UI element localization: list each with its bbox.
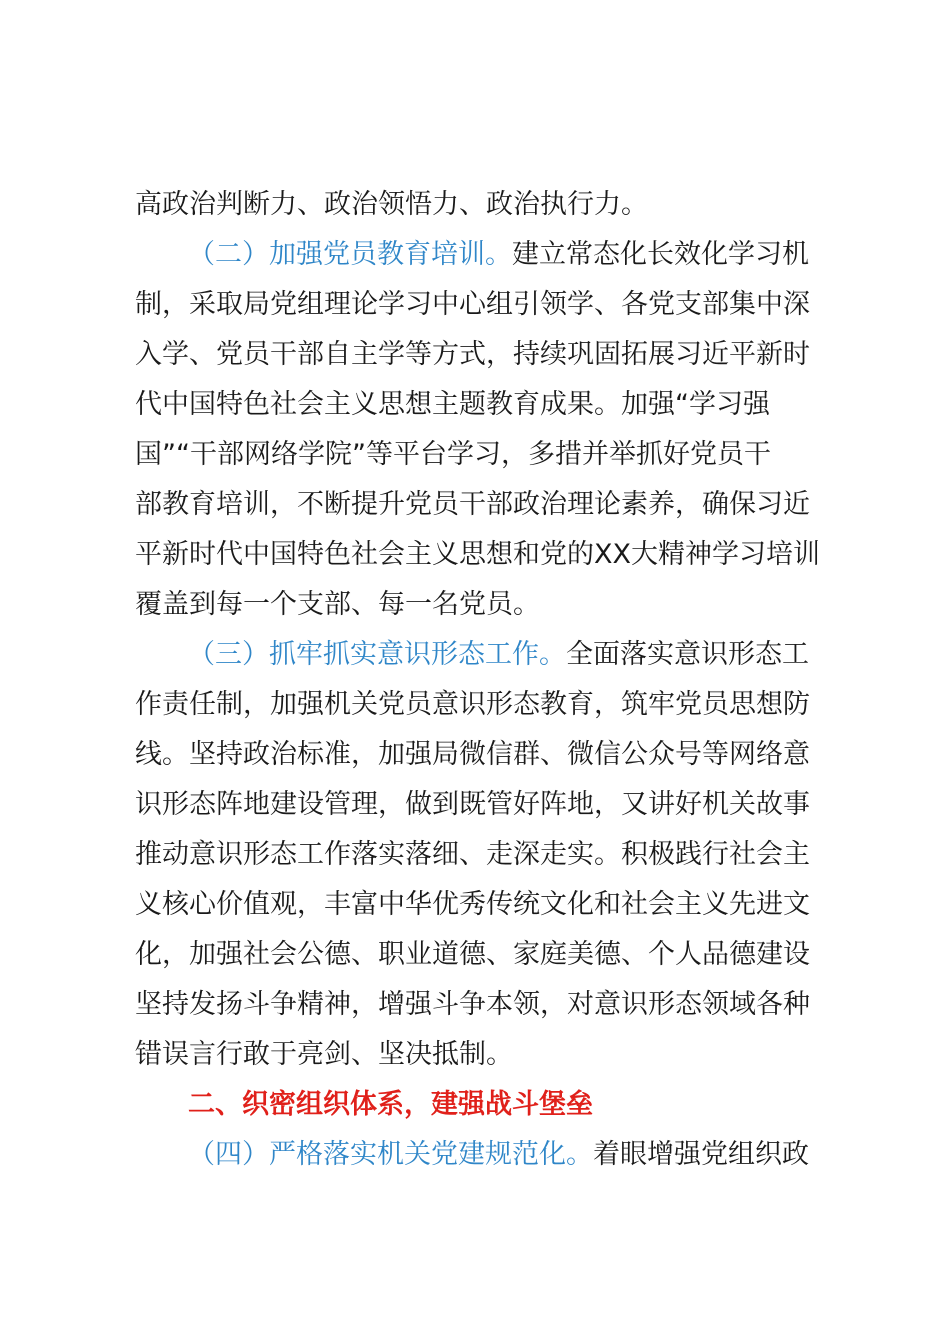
body-line (135, 588, 540, 622)
line-text: 入学、党员干部自主学等方式，持续巩固拓展习近平新时 (135, 339, 810, 370)
line-text: 作责任制，加强机关党员意识形态教育，筑牢党员思想防 (135, 689, 810, 720)
body-line (135, 388, 770, 422)
paragraph-first-line (188, 238, 809, 272)
subheading-3: （三）抓牢抓实意识形态工作。 (188, 639, 566, 670)
line-text: 义核心价值观，丰富中华优秀传统文化和社会主义先进文 (135, 889, 810, 920)
body-line (135, 1038, 513, 1072)
section-heading: 二、织密组织体系，建强战斗堡垒 (188, 1089, 593, 1120)
body-line (135, 288, 810, 322)
line-text: 制，采取局党组理论学习中心组引领学、各党支部集中深 (135, 289, 810, 320)
body-line (135, 788, 810, 822)
body-line (135, 838, 810, 872)
line-text: 平新时代中国特色社会主义思想和党的XX大精神学习培训 (135, 539, 820, 570)
body-line (135, 338, 810, 372)
body-line (135, 938, 810, 972)
line-text: 化，加强社会公德、职业道德、家庭美德、个人品德建设 (135, 939, 810, 970)
body-line (135, 538, 820, 572)
line-text: 高政治判断力、政治领悟力、政治执行力。 (135, 189, 648, 220)
body-line (135, 438, 771, 472)
body-line (135, 188, 648, 222)
paragraph-first-line (188, 638, 809, 672)
line-text: 推动意识形态工作落实落细、走深走实。积极践行社会主 (135, 839, 810, 870)
line-text: 全面落实意识形态工 (566, 639, 809, 670)
line-text: 覆盖到每一个支部、每一名党员。 (135, 589, 540, 620)
line-text: 错误言行敢于亮剑、坚决抵制。 (135, 1039, 513, 1070)
line-text: 坚持发扬斗争精神，增强斗争本领，对意识形态领域各种 (135, 989, 810, 1020)
body-line (135, 688, 810, 722)
line-text: 代中国特色社会主义思想主题教育成果。加强“学习强 (135, 389, 770, 420)
subheading-4: （四）严格落实机关党建规范化。 (188, 1139, 593, 1170)
subheading-2: （二）加强党员教育培训。 (188, 239, 512, 270)
body-line (135, 988, 810, 1022)
line-text: 着眼增强党组织政 (593, 1139, 809, 1170)
line-text: 部教育培训，不断提升党员干部政治理论素养，确保习近 (135, 489, 810, 520)
paragraph-first-line (188, 1138, 809, 1172)
line-text: 国”“干部网络学院”等平台学习，多措并举抓好党员干 (135, 439, 771, 470)
line-text: 建立常态化长效化学习机 (512, 239, 809, 270)
body-line (135, 888, 810, 922)
body-line (135, 488, 810, 522)
line-text: 线。坚持政治标准，加强局微信群、微信公众号等网络意 (135, 739, 810, 770)
body-line (135, 738, 810, 772)
line-text: 识形态阵地建设管理，做到既管好阵地，又讲好机关故事 (135, 789, 810, 820)
